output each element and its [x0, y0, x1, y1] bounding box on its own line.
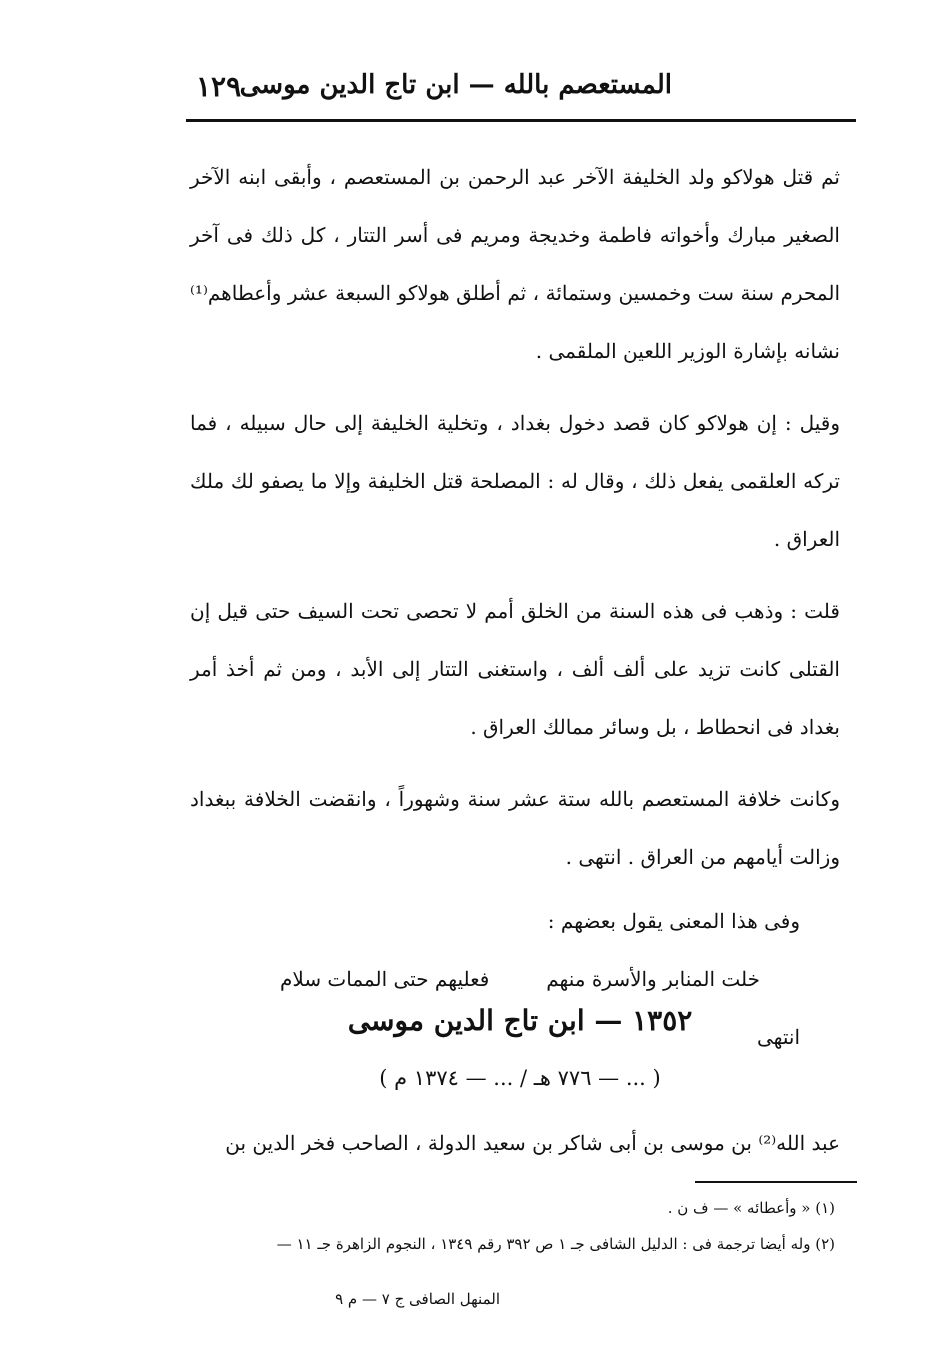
entry-dates: ( ... — ٧٧٦ هـ / ... — ١٣٧٤ م ) — [379, 1066, 661, 1090]
entry-heading: ١٣٥٢ — ابن تاج الدين موسى — [347, 1004, 693, 1037]
verse-end-marker: انتهى — [756, 1025, 800, 1049]
running-header — [190, 58, 852, 118]
page-number: ١٢٩ — [196, 70, 242, 103]
paragraph: وقيل : إن هولاكو كان قصد دخول بغداد ، وتخلية الخليفة إلى حال سبيله ، فما تركه العلقمى يفعل ذلك ، وقال له : المصلحة قتل الخليفة وإلا ما يصفو لك ملك العراق . — [190, 411, 840, 551]
paragraph: قلت : وذهب فى هذه السنة من الخلق أمم لا تحصى تحت السيف حتى قيل إن القتلى كانت تزيد على ألف ألف ، واستغنى التتار إلى الأبد ، ومن ثم أخذ أمر بغداد فى انحطاط ، بل وسائر ممالك العراق . — [190, 599, 840, 739]
running-title: المستعصم بالله — ابن تاج الدين موسى — [239, 70, 672, 100]
verse-hemistich-first: خلت المنابر والأسرة منهم — [546, 967, 760, 991]
header-rule — [186, 119, 856, 122]
signature-line: المنهل الصافى ج ٧ — م ٩ — [335, 1290, 500, 1308]
footnote-rule — [695, 1181, 857, 1183]
main-text — [190, 148, 840, 1072]
entry-first-line: عبد الله⁽²⁾ بن موسى بن أبى شاكر بن سعيد الدولة ، الصاحب فخر الدين بن — [225, 1131, 840, 1155]
footnotes — [190, 1190, 835, 1262]
verse-line — [190, 950, 840, 1008]
verse-intro: وفى هذا المعنى يقول بعضهم : — [547, 909, 800, 933]
paragraph: وكانت خلافة المستعصم بالله ستة عشر سنة وشهوراً ، وانقضت الخلافة ببغداد وزالت أيامهم من العراق . انتهى . — [190, 787, 840, 869]
footnote: (٢) وله أيضا ترجمة فى : الدليل الشافى جـ ١ ص ٣٩٢ رقم ١٣٤٩ ، النجوم الزاهرة جـ ١١ — — [276, 1235, 835, 1253]
paragraph: ثم قتل هولاكو ولد الخليفة الآخر عبد الرحمن بن المستعصم ، وأبقى ابنه الآخر الصغير مبارك وأخواته فاطمة وخديجة ومريم فى أسر التتار ، كل ذلك فى آخر المحرم سنة ست وخمسين وستمائة ، ثم أطلق هولاكو السبعة عشر وأعطاهم⁽¹⁾ نشانه بإشارة الوزير اللعين الملقمى . — [190, 165, 840, 363]
footnote: (١) « وأعطائه » — ف ن . — [667, 1199, 835, 1217]
verse-hemistich-second: فعليهم حتى الممات سلام — [280, 967, 490, 991]
